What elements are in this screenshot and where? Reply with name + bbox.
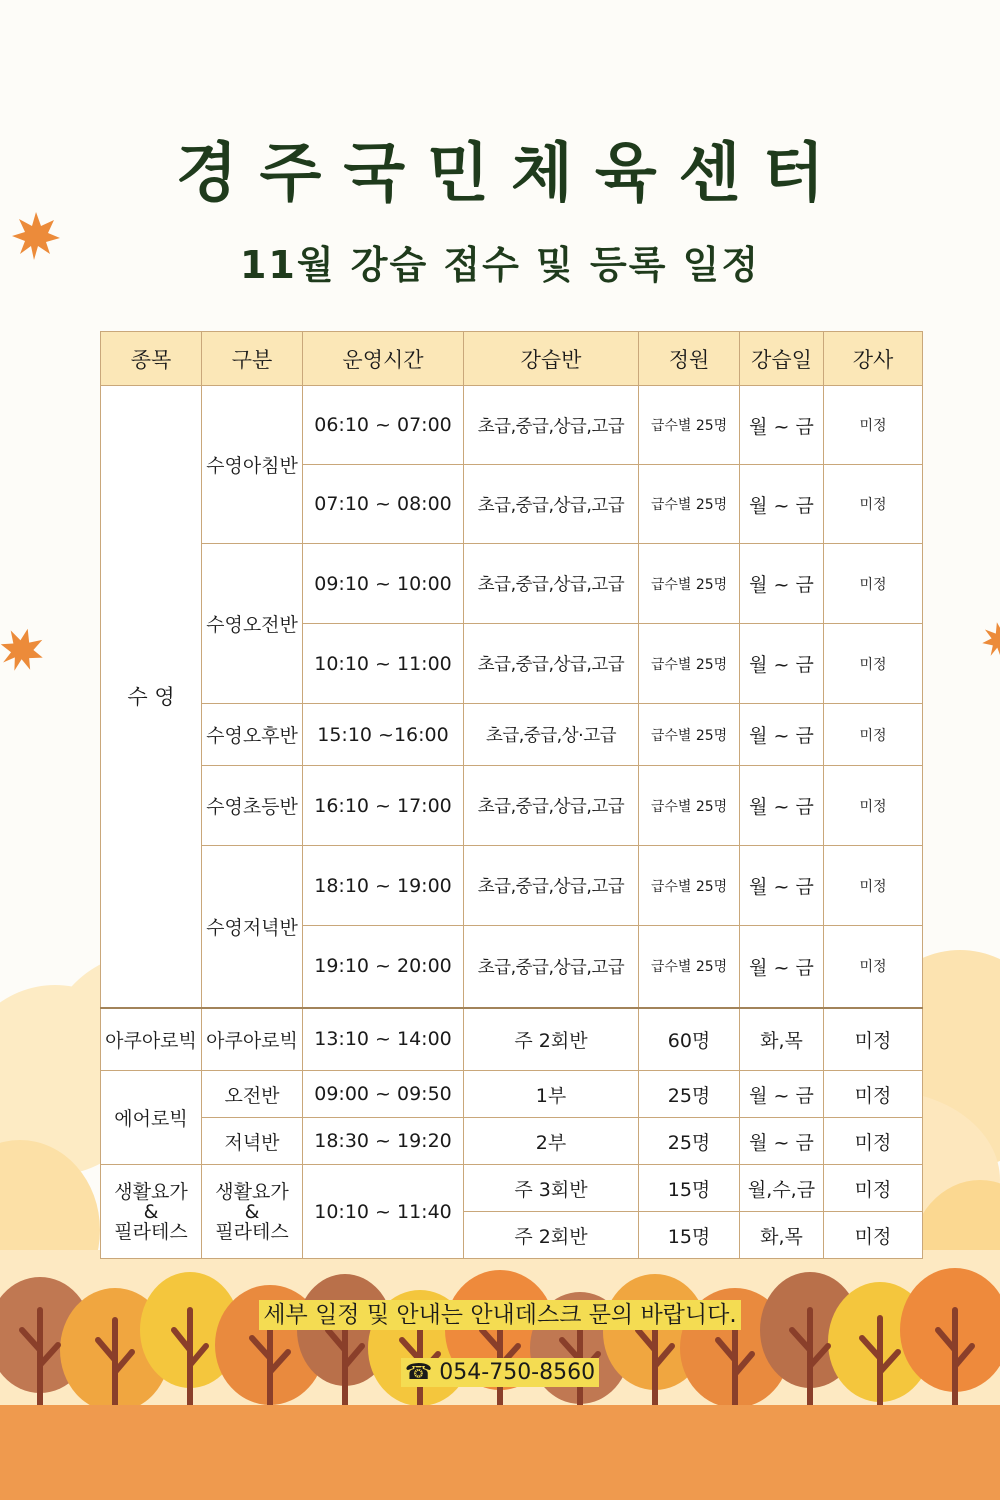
capacity-cell: 급수별 25명	[639, 846, 740, 926]
maple-leaf-icon	[0, 623, 49, 677]
table-row	[101, 1008, 923, 1071]
header-class: 강습반	[464, 332, 639, 386]
division-cell: 아쿠아로빅	[202, 1008, 303, 1071]
division-cell: 수영저녁반	[202, 846, 303, 1008]
time-cell: 13:10 ~ 14:00	[303, 1008, 464, 1071]
instructor-cell: 미정	[824, 1212, 923, 1259]
capacity-cell: 급수별 25명	[639, 766, 740, 846]
capacity-cell: 급수별 25명	[639, 624, 740, 704]
days-cell: 화,목	[740, 1212, 824, 1259]
instructor-cell: 미정	[824, 704, 923, 766]
capacity-cell: 25명	[639, 1118, 740, 1165]
class-cell: 초급,중급,상급,고급	[464, 926, 639, 1008]
table-row	[101, 1118, 923, 1165]
class-cell: 초급,중급,상·고급	[464, 704, 639, 766]
table-row	[101, 1071, 923, 1118]
days-cell: 월 ~ 금	[740, 926, 824, 1008]
instructor-cell: 미정	[824, 846, 923, 926]
sport-cell-swim: 수 영	[101, 386, 202, 1008]
class-cell: 2부	[464, 1118, 639, 1165]
capacity-cell: 급수별 25명	[639, 465, 740, 544]
instructor-cell: 미정	[824, 465, 923, 544]
table-row	[101, 846, 923, 926]
division-line: 생활요가	[215, 1180, 289, 1203]
days-cell: 월,수,금	[740, 1165, 824, 1212]
schedule-table	[100, 331, 923, 1259]
time-cell: 10:10 ~ 11:00	[303, 624, 464, 704]
time-cell: 15:10 ~16:00	[303, 704, 464, 766]
header-time: 운영시간	[303, 332, 464, 386]
table-row	[101, 544, 923, 624]
class-cell: 초급,중급,상급,고급	[464, 465, 639, 544]
table-row	[101, 1165, 923, 1212]
header-instructor: 강사	[824, 332, 923, 386]
division-cell: 수영아침반	[202, 386, 303, 544]
footer-notice: 세부 일정 및 안내는 안내데스크 문의 바랍니다.	[259, 1300, 740, 1330]
footer-phone-wrap	[0, 1360, 1000, 1385]
class-cell: 초급,중급,상급,고급	[464, 846, 639, 926]
table-row	[101, 704, 923, 766]
days-cell: 월 ~ 금	[740, 624, 824, 704]
capacity-cell: 급수별 25명	[639, 926, 740, 1008]
time-cell: 18:10 ~ 19:00	[303, 846, 464, 926]
division-cell: 오전반	[202, 1071, 303, 1118]
table-row	[101, 766, 923, 846]
division-cell: 수영초등반	[202, 766, 303, 846]
division-cell-yoga	[202, 1165, 303, 1259]
division-cell: 수영오전반	[202, 544, 303, 704]
instructor-cell: 미정	[824, 1008, 923, 1071]
instructor-cell: 미정	[824, 624, 923, 704]
instructor-cell: 미정	[824, 386, 923, 465]
sport-cell-aqua: 아쿠아로빅	[101, 1008, 202, 1071]
telephone-icon: ☎	[404, 1360, 433, 1385]
instructor-cell: 미정	[824, 544, 923, 624]
instructor-cell: 미정	[824, 1118, 923, 1165]
capacity-cell: 급수별 25명	[639, 704, 740, 766]
table-row	[101, 386, 923, 465]
capacity-cell: 급수별 25명	[639, 544, 740, 624]
instructor-cell: 미정	[824, 766, 923, 846]
days-cell: 월 ~ 금	[740, 465, 824, 544]
days-cell: 월 ~ 금	[740, 846, 824, 926]
days-cell: 월 ~ 금	[740, 1118, 824, 1165]
class-cell: 주 2회반	[464, 1008, 639, 1071]
instructor-cell: 미정	[824, 1165, 923, 1212]
class-cell: 초급,중급,상급,고급	[464, 386, 639, 465]
sport-line: 필라테스	[114, 1220, 188, 1243]
days-cell: 월 ~ 금	[740, 766, 824, 846]
class-cell: 초급,중급,상급,고급	[464, 624, 639, 704]
time-cell: 09:10 ~ 10:00	[303, 544, 464, 624]
days-cell: 월 ~ 금	[740, 386, 824, 465]
capacity-cell: 15명	[639, 1165, 740, 1212]
days-cell: 화,목	[740, 1008, 824, 1071]
days-cell: 월 ~ 금	[740, 704, 824, 766]
time-cell: 09:00 ~ 09:50	[303, 1071, 464, 1118]
time-cell: 16:10 ~ 17:00	[303, 766, 464, 846]
sport-cell-yoga	[101, 1165, 202, 1259]
class-cell: 1부	[464, 1071, 639, 1118]
phone-number-badge	[401, 1358, 599, 1387]
header-capacity: 정원	[639, 332, 740, 386]
time-cell: 18:30 ~ 19:20	[303, 1118, 464, 1165]
division-cell: 저녁반	[202, 1118, 303, 1165]
table-header-row	[101, 332, 923, 386]
phone-number: 054-750-8560	[439, 1360, 596, 1385]
instructor-cell: 미정	[824, 926, 923, 1008]
sport-cell-aerobic: 에어로빅	[101, 1071, 202, 1165]
class-cell: 주 3회반	[464, 1165, 639, 1212]
sport-line: 생활요가	[114, 1180, 188, 1203]
class-cell: 초급,중급,상급,고급	[464, 766, 639, 846]
capacity-cell: 25명	[639, 1071, 740, 1118]
division-line: &	[244, 1200, 260, 1223]
page-subtitle: 11월 강습 접수 및 등록 일정	[239, 243, 761, 287]
days-cell: 월 ~ 금	[740, 544, 824, 624]
capacity-cell: 급수별 25명	[639, 386, 740, 465]
capacity-cell: 15명	[639, 1212, 740, 1259]
page-title: 경주국민체육센터	[175, 137, 847, 211]
sport-line: &	[143, 1200, 159, 1223]
class-cell: 주 2회반	[464, 1212, 639, 1259]
capacity-cell: 60명	[639, 1008, 740, 1071]
header-days: 강습일	[740, 332, 824, 386]
time-cell: 19:10 ~ 20:00	[303, 926, 464, 1008]
instructor-cell: 미정	[824, 1071, 923, 1118]
header-sport: 종목	[101, 332, 202, 386]
footer-notice-wrap	[0, 1296, 1000, 1329]
header-division: 구분	[202, 332, 303, 386]
time-cell: 10:10 ~ 11:40	[303, 1165, 464, 1259]
time-cell: 06:10 ~ 07:00	[303, 386, 464, 465]
division-line: 필라테스	[215, 1220, 289, 1243]
maple-leaf-icon	[979, 619, 1000, 661]
class-cell: 초급,중급,상급,고급	[464, 544, 639, 624]
days-cell: 월 ~ 금	[740, 1071, 824, 1118]
ground	[0, 1405, 1000, 1500]
division-cell: 수영오후반	[202, 704, 303, 766]
time-cell: 07:10 ~ 08:00	[303, 465, 464, 544]
